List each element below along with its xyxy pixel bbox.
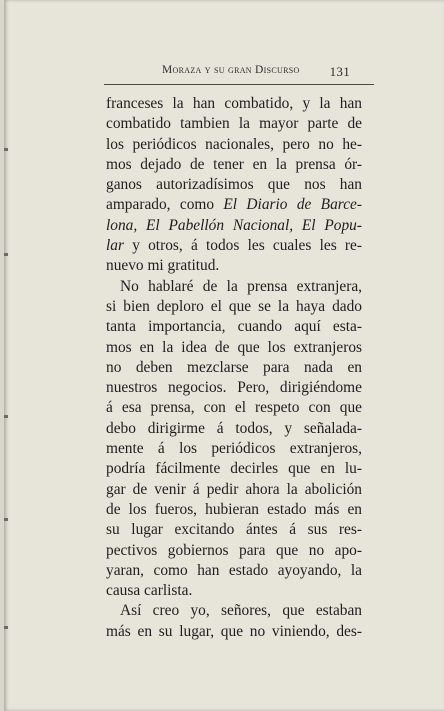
text-line: tanta importancia, cuando aquí esta- [106,318,362,336]
text-line: combatido tambien la mayor parte de [106,115,362,133]
text-line: causa carlista. [106,582,193,600]
text-line: No hablaré de la prensa extranjera, [120,277,362,295]
text-line: si bien deploro el que se la haya dado [106,297,362,315]
body-text [106,94,362,642]
text-line: su lugar excitando ántes á sus res- [106,521,362,539]
text-line: á esa prensa, con el respeto con que [106,399,362,417]
text-line: mente á los periódicos extranjeros, [106,440,362,458]
text-line: no deben mezclarse para nada en [106,358,362,376]
text-line: debo dirigirme á todos, y señalada- [106,419,362,437]
page-number: 131 [329,64,350,79]
text-line: yaran, como han estado ayoyando, la [106,561,362,579]
text-line: gar de venir á pedir ahora la abolición [106,480,362,498]
text-line: de los fueros, hubieran estado más en [106,500,362,518]
book-page [4,0,444,711]
text-line: mos dejado de tener en la prensa ór- [106,155,362,173]
text-line: nuevo mi gratitud. [106,257,220,275]
text-line: pectivos gobiernos para que no apo- [106,541,362,559]
text-line: ganos autorizadísimos que nos han [106,176,362,194]
text-line: amparado, como El Diario de Barce- [106,196,362,214]
text-line: más en su lugar, que no viniendo, des- [106,622,362,640]
text-line: franceses la han combatido, y la han [106,95,362,112]
text-line: mos en la idea de que los extranjeros [106,338,362,356]
text-line: Así creo yo, señores, que estaban [120,602,362,620]
header-rule [104,84,374,85]
text-line: podría fácilmente decirles que en lu- [106,460,362,478]
text-line: lona, El Pabellón Nacional, El Popu- [106,216,362,234]
running-title: Moraza y su gran Discurso [162,64,300,76]
text-line: nuestros negocios. Pero, dirigiéndome [106,379,362,397]
text-line: los periódicos nacionales, pero no he- [106,135,362,153]
text-line: lar y otros, á todos les cuales les re- [106,237,362,255]
